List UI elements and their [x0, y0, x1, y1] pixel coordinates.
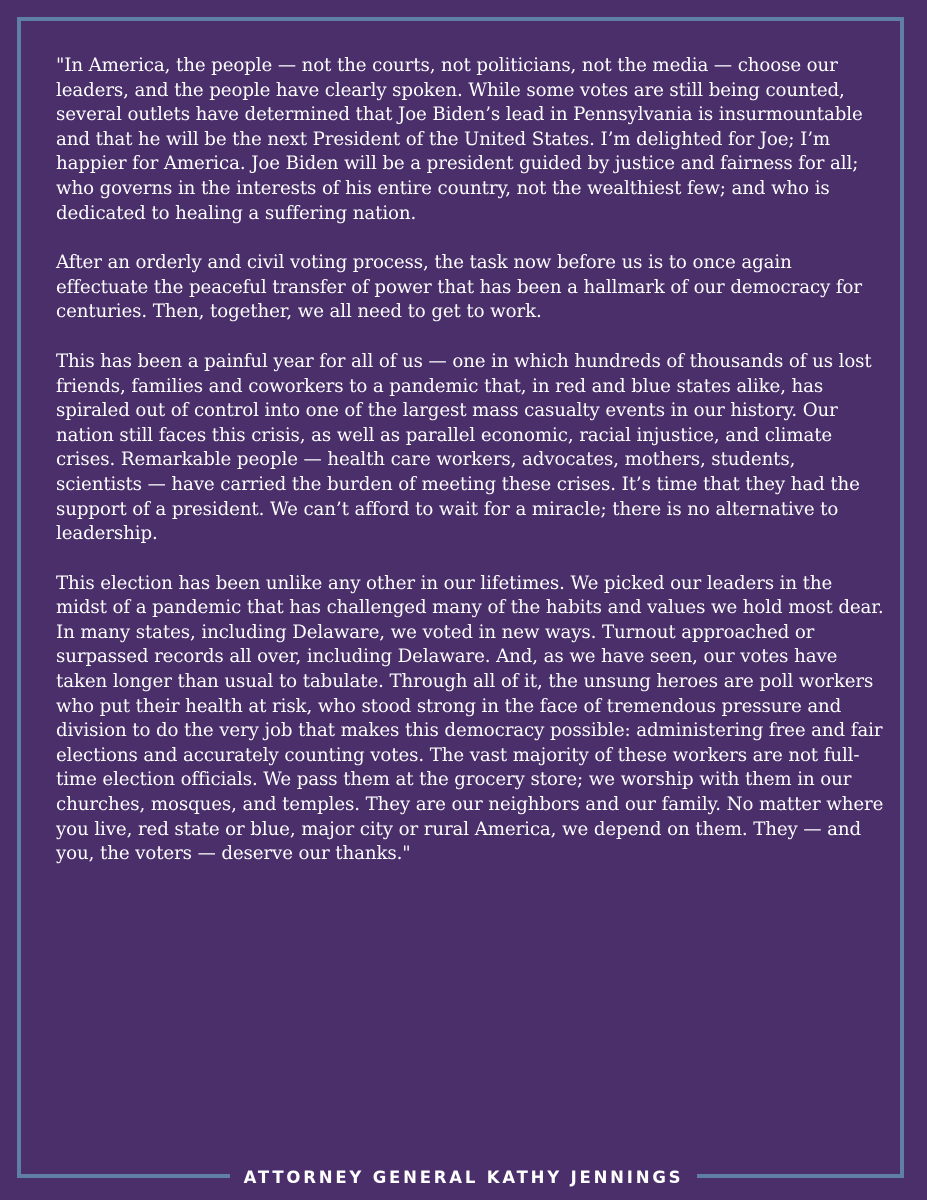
- statement-body: [56, 54, 886, 892]
- signature: ATTORNEY GENERAL KATHY JENNINGS: [230, 1159, 698, 1197]
- statement-paragraph-3: This has been a painful year for all of us — one in which hundreds of thousands of us lost friends, families and coworkers to a pandemic that, in red and blue states alike, has spiraled out of control into one of the largest mass casualty events in our history. Our nation still faces this crisis, as well as parallel economic, racial injustice, and climate crises. Remarkable people — health care workers, advocates, mothers, students, scientists — have carried the burden of meeting these crises. It’s time that they had the support of a president. We can’t afford to wait for a miracle; there is no alternative to leadership.: [56, 350, 872, 545]
- statement-paragraph-4: This election has been unlike any other in our lifetimes. We picked our leaders in the midst of a pandemic that has challenged many of the habits and values we hold most dear. In many states, including Delaware, we voted in new ways. Turnout approached or surpassed records all over, including Delaware. And, as we have seen, our votes have taken longer than usual to tabulate. Through all of it, the unsung heroes are poll workers who put their health at risk, who stood strong in the face of tremendous pressure and division to do the very job that makes this democracy possible: administering free and fair elections and accurately counting votes. The vast majority of these workers are not full-time election officials. We pass them at the grocery store; we worship with them in our churches, mosques, and temples. They are our neighbors and our family. No matter where you live, red state or blue, major city or rural America, we depend on them. They — and you, the voters — deserve our thanks.": [56, 572, 884, 865]
- statement-paragraph-2: After an orderly and civil voting process, the task now before us is to once again effectuate the peaceful transfer of power that has been a hallmark of our democracy for centuries. Then, together, we all need to get to work.: [56, 252, 862, 323]
- signature-band: [0, 1159, 927, 1199]
- statement-paragraph-1: "In America, the people — not the courts, not politicians, not the media — choose our leaders, and the people have clearly spoken. While some votes are still being counted, several outlets have determined that Joe Biden’s lead in Pennsylvania is insurmountable and that he will be the next President of the United States. I’m delighted for Joe; I’m happier for America. Joe Biden will be a president guided by justice and fairness for all; who governs in the interests of his entire country, not the wealthiest few; and who is dedicated to healing a suffering nation.: [56, 55, 863, 224]
